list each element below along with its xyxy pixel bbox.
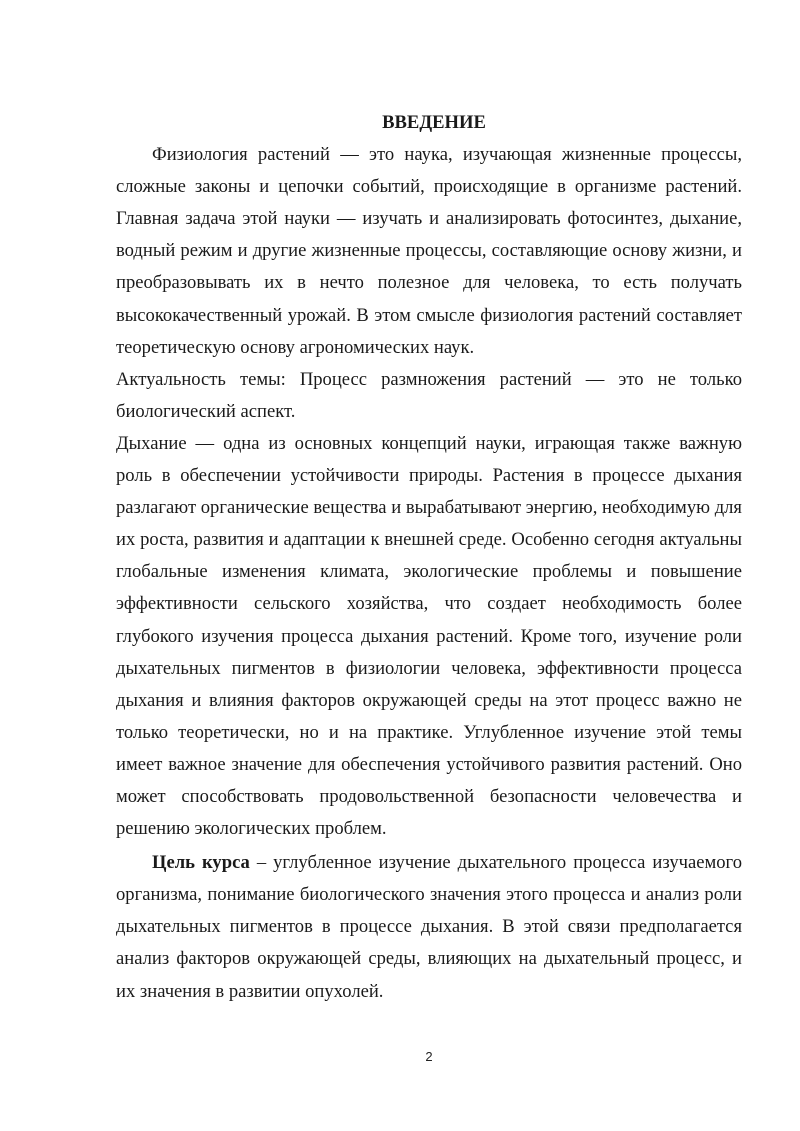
page-number: 2 [425, 1049, 433, 1064]
section-heading: ВВЕДЕНИЕ [382, 112, 486, 133]
paragraph-respiration: Дыхание — одна из основных концепций науки, играющая также важную роль в обеспечении устойчивости природы. Растения в процессе дыхания разлагают органические вещества и вырабатывают энергию, необходимую для их роста, развития и адаптации к внешней среде. Особенно сегодня актуальны глобальные изменения климата, экологические проблемы и повышение эффективности сельского хозяйства, что создает необходимость более глубокого изучения процесса дыхания растений. Кроме того, изучение роли дыхательных пигментов в физиологии человека, эффективности процесса дыхания и влияния факторов окружающей среды на этот процесс важно не только теоретически, но и на практике. Углубленное изучение этой темы имеет важное значение для обеспечения устойчивого развития растений. Оно может способствовать продовольственной безопасности человечества и решению экологических проблем. [116, 432, 742, 840]
document-body [116, 107, 742, 1008]
course-goal-label: Цель курса [152, 852, 250, 874]
course-goal-text: – углубленное изучение дыхательного процесса изучаемого организма, понимание биологического значения этого процесса и анализ роли дыхательных пигментов в процессе дыхания. В этой связи предполагается анализ факторов окружающей среды, влияющих на дыхательный процесс, и их значения в развитии опухолей. [116, 852, 742, 1002]
paragraph-course-goal [116, 847, 742, 1007]
paragraph-relevance: Актуальность темы: Процесс размножения растений — это не только биологический аспект. [116, 368, 742, 422]
paragraph-intro: Физиология растений — это наука, изучающая жизненные процессы, сложные законы и цепочки событий, происходящие в организме растений. Главная задача этой науки — изучать и анализировать фотосинтез, дыхание, водный режим и другие жизненные процессы, составляющие основу жизни, и преобразовывать их в нечто полезное для человека, то есть получать высококачественный урожай. В этом смысле физиология растений составляет теоретическую основу агрономических наук. [116, 144, 742, 358]
